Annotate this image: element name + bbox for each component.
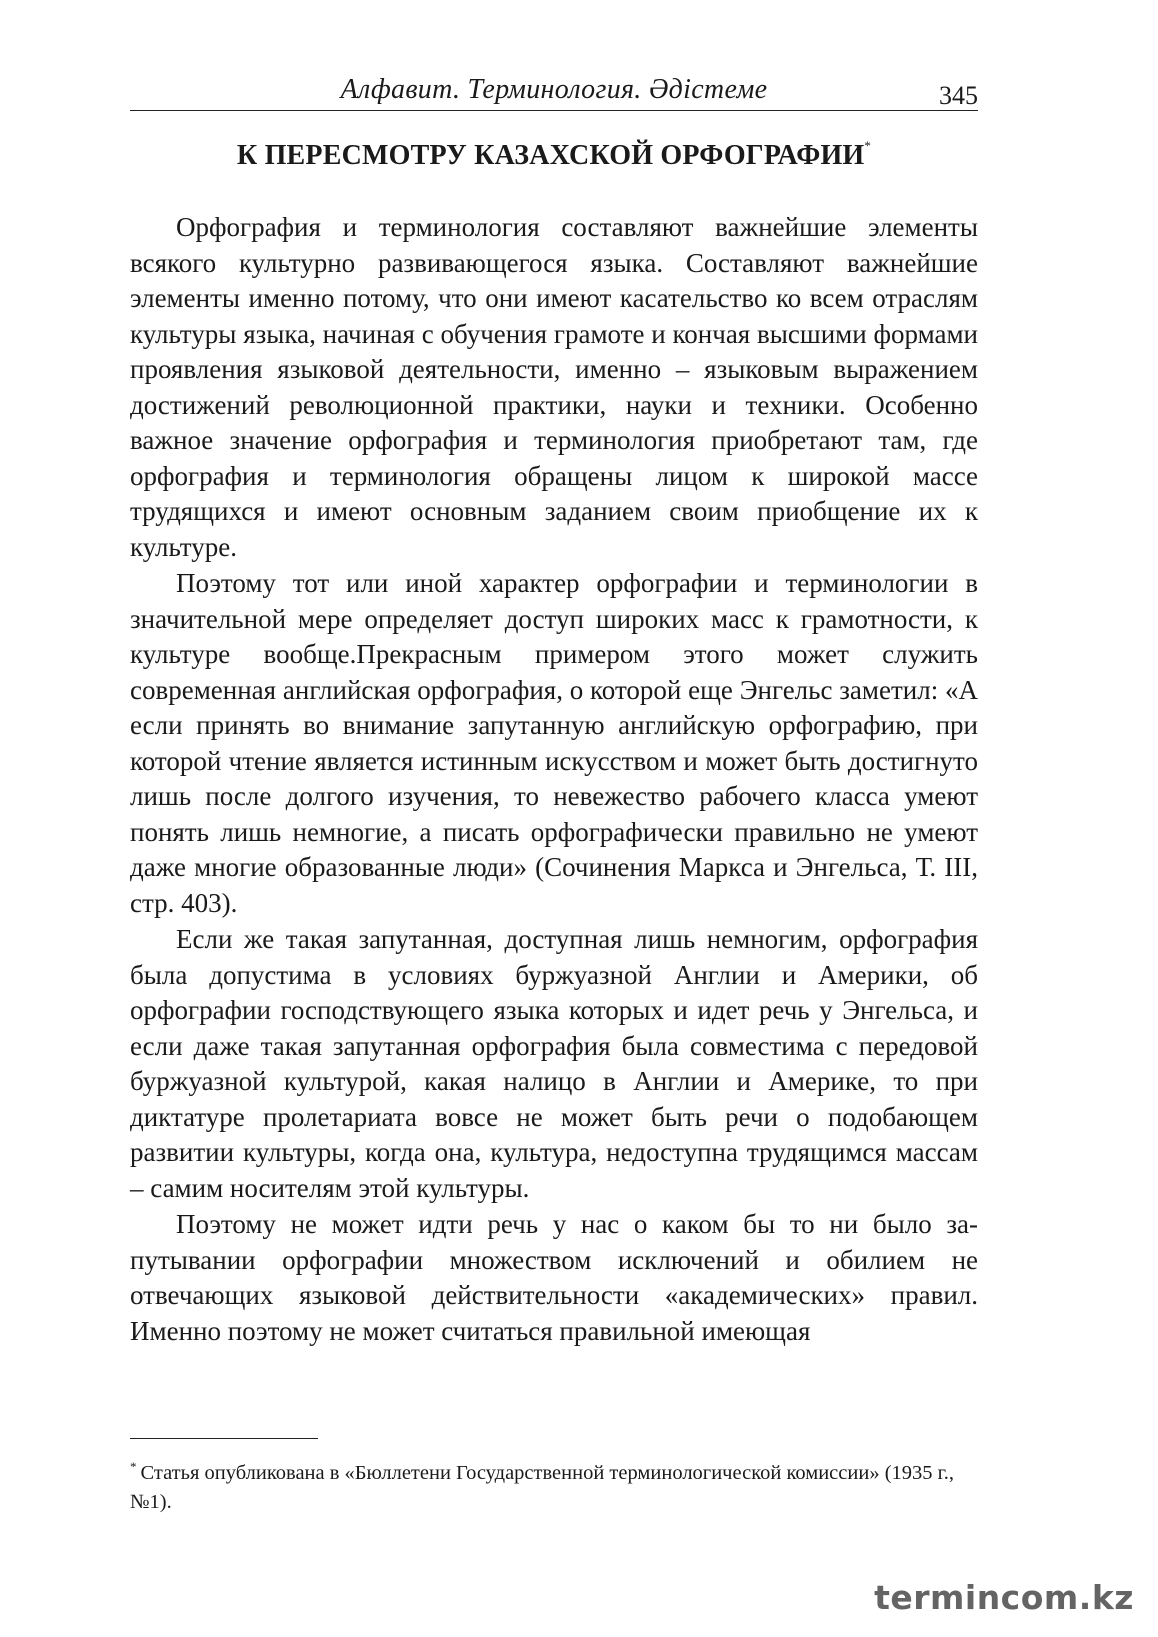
running-title: Алфавит. Терминология. Әдістеме: [340, 74, 768, 105]
paragraph: Если же такая запутанная, доступная лишь немногим, орфография была допустима в условиях буржуазной Англии и Америки, об орфографии господствующего языка которых и идет речь у Энгельса, и если даже такая запутанная орфография была совместима с передовой буржуазной культурой, какая налицо в Англии и Америке, то при диктатуре пролетариата вовсе не может быть речи о подобающем развитии культуры, когда она, культура, недоступна трудящимся массам – самим носителям этой культуры.: [130, 924, 978, 1203]
paragraph: Орфография и терминология составляют важнейшие элементы всякого культурно развивающегося языка. Составляют важнейшие элементы именно потому, что они имеют касательство ко всем отраслям культуры языка, начиная с обучения грамоте и кончая высшими формами проявления языковой деятельности, именно – языковым выражением достижений революционной практики, науки и техники. Особенно важное значение орфография и терминология приобретают там, где орфография и терминология обращены лицом к широкой массе трудящихся и имеют основным заданием своим приобщение их к культуре.: [130, 212, 978, 562]
article-body: [130, 210, 978, 1349]
paragraph: Поэтому не может идти речь у нас о каком бы то ни было запутывании орфографии множеством исключений и обилием не отвечающих языковой действительности «академических» правил. Именно поэтому не может считаться правильной имеющая: [130, 1209, 978, 1346]
footnote: [130, 1452, 978, 1517]
page-number: 345: [939, 81, 978, 110]
watermark-logo: termincom.kz: [874, 1578, 1134, 1617]
paragraph: Поэтому тот или иной характер орфографии и терминологии в значительной мере определяет доступ широких масс к грамотности, к культуре вообще.Прекрасным примером этого может служить современная английская орфография, о которой еще Энгельс заметил: «А если принять во внимание запутанную английскую орфографию, при которой чтение является истинным искусством и может быть достигнуто лишь после долгого изучения, то невежество рабочего класса умеют понять лишь немногие, а писать орфографически правильно не умеют даже многие образованные люди» (Сочинения Маркса и Энгельса, Т. III, стр. 403).: [130, 568, 978, 918]
footnote-text: Статья опубликована в «Бюллетени Государственной терминологической комиссии» (1935 г., №1).: [130, 1462, 954, 1513]
running-header: [130, 72, 978, 111]
article-title-text: К ПЕРЕСМОТРУ КАЗАХСКОЙ ОРФОГРАФИИ: [236, 140, 865, 171]
footnote-marker: *: [130, 1459, 137, 1474]
footnote-divider: [130, 1438, 318, 1439]
footnote-marker: *: [864, 138, 872, 153]
article-title: [130, 138, 978, 172]
